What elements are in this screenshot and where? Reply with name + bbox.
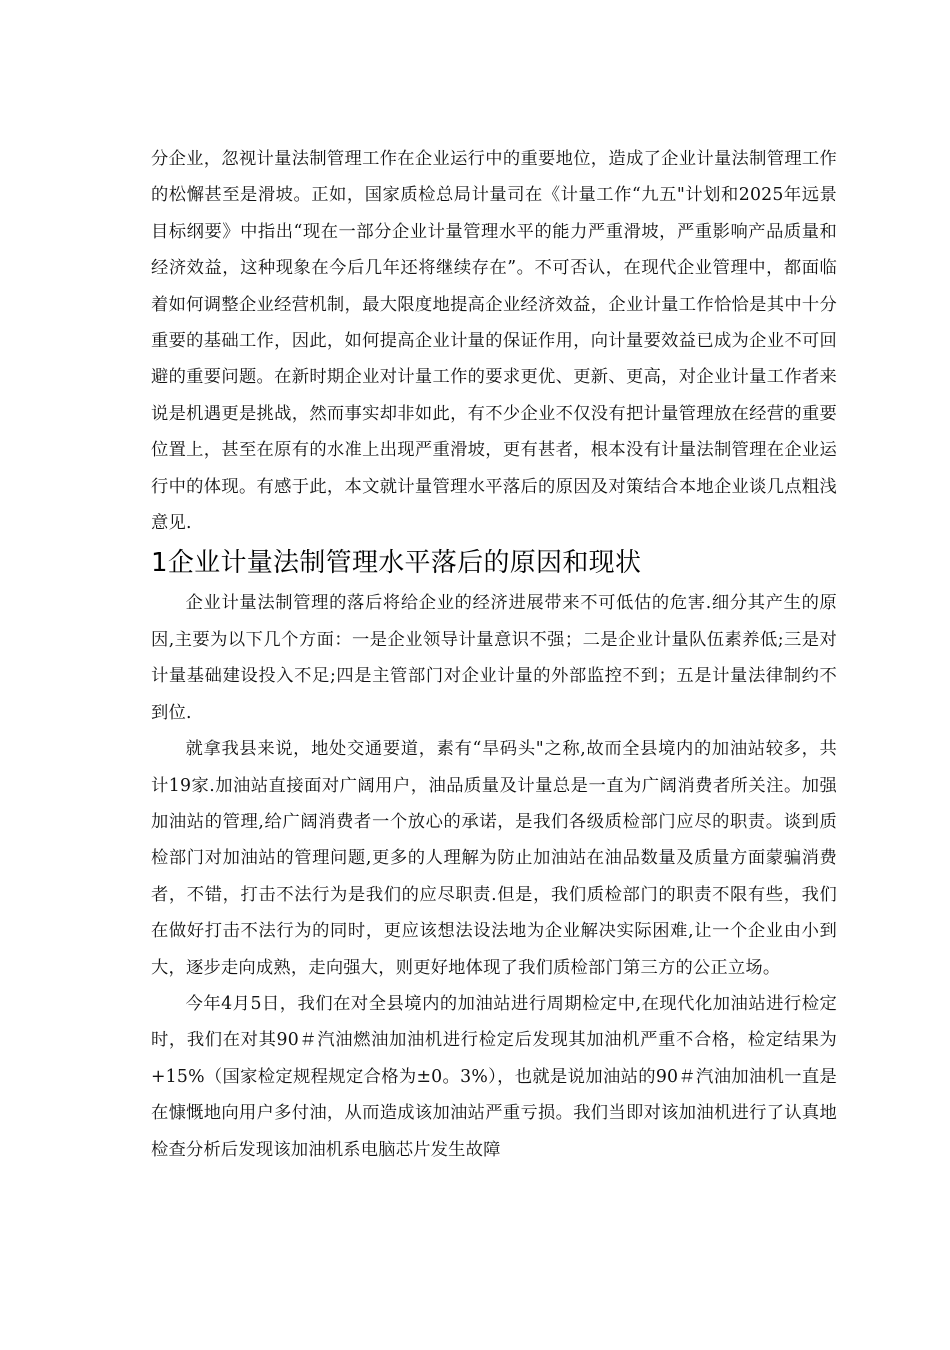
intro-paragraph: 分企业，忽视计量法制管理工作在企业运行中的重要地位，造成了企业计量法制管理工作的松懈甚至是滑坡。正如，国家质检总局计量司在《计量工作“九五"计划和2025年远景目标纲要》中指出“现在一部分企业计量管理水平的能力严重滑坡，严重影响产品质量和经济效益，这种现象在今后几年还将继续存在”。不可否认，在现代企业管理中，都面临着如何调整企业经营机制，最大限度地提高企业经济效益，企业计量工作恰恰是其中十分重要的基础工作，因此，如何提高企业计量的保证作用，向计量要效益已成为企业不可回避的重要问题。在新时期企业对计量工作的要求更优、更新、更高，对企业计量工作者来说是机遇更是挑战，然而事实却非如此，有不少企业不仅没有把计量管理放在经营的重要位置上，甚至在原有的水准上出现严重滑坡，更有甚者，根本没有计量法制管理在企业运行中的体现。有感于此，本文就计量管理水平落后的原因及对策结合本地企业谈几点粗浅意见.: [151, 149, 837, 534]
document-body: [151, 141, 837, 1168]
section-heading: 1企业计量法制管理水平落后的原因和现状: [151, 548, 642, 579]
section-paragraph-1: 企业计量法制管理的落后将给企业的经济进展带来不可低估的危害.细分其产生的原因,主要为以下几个方面：一是企业领导计量意识不强；二是企业计量队伍素养低;三是对计量基础建设投入不足;四是主管部门对企业计量的外部监控不到；五是计量法律制约不到位.: [151, 593, 837, 723]
section-paragraph-2: 就拿我县来说，地处交通要道，素有“旱码头"之称,故而全县境内的加油站较多，共计19家.加油站直接面对广阔用户，油品质量及计量总是一直为广阔消费者所关注。加强加油站的管理,给广阔消费者一个放心的承诺，是我们各级质检部门应尽的职责。谈到质检部门对加油站的管理问题,更多的人理解为防止加油站在油品数量及质量方面蒙骗消费者，不错，打击不法行为是我们的应尽职责.但是，我们质检部门的职责不限有些，我们在做好打击不法行为的同时，更应该想法设法地为企业解决实际困难,让一个企业由小到大，逐步走向成熟，走向强大，则更好地体现了我们质检部门第三方的公正立场。: [151, 739, 837, 978]
section-paragraph-3: 今年4月5日，我们在对全县境内的加油站进行周期检定中,在现代化加油站进行检定时，我们在对其90＃汽油燃油加油机进行检定后发现其加油机严重不合格，检定结果为+15%（国家检定规程规定合格为±0。3%），也就是说加油站的90＃汽油加油机一直是在慷慨地向用户多付油，从而造成该加油站严重亏损。我们当即对该加油机进行了认真地检查分析后发现该加油机系电脑芯片发生故障: [151, 993, 837, 1160]
